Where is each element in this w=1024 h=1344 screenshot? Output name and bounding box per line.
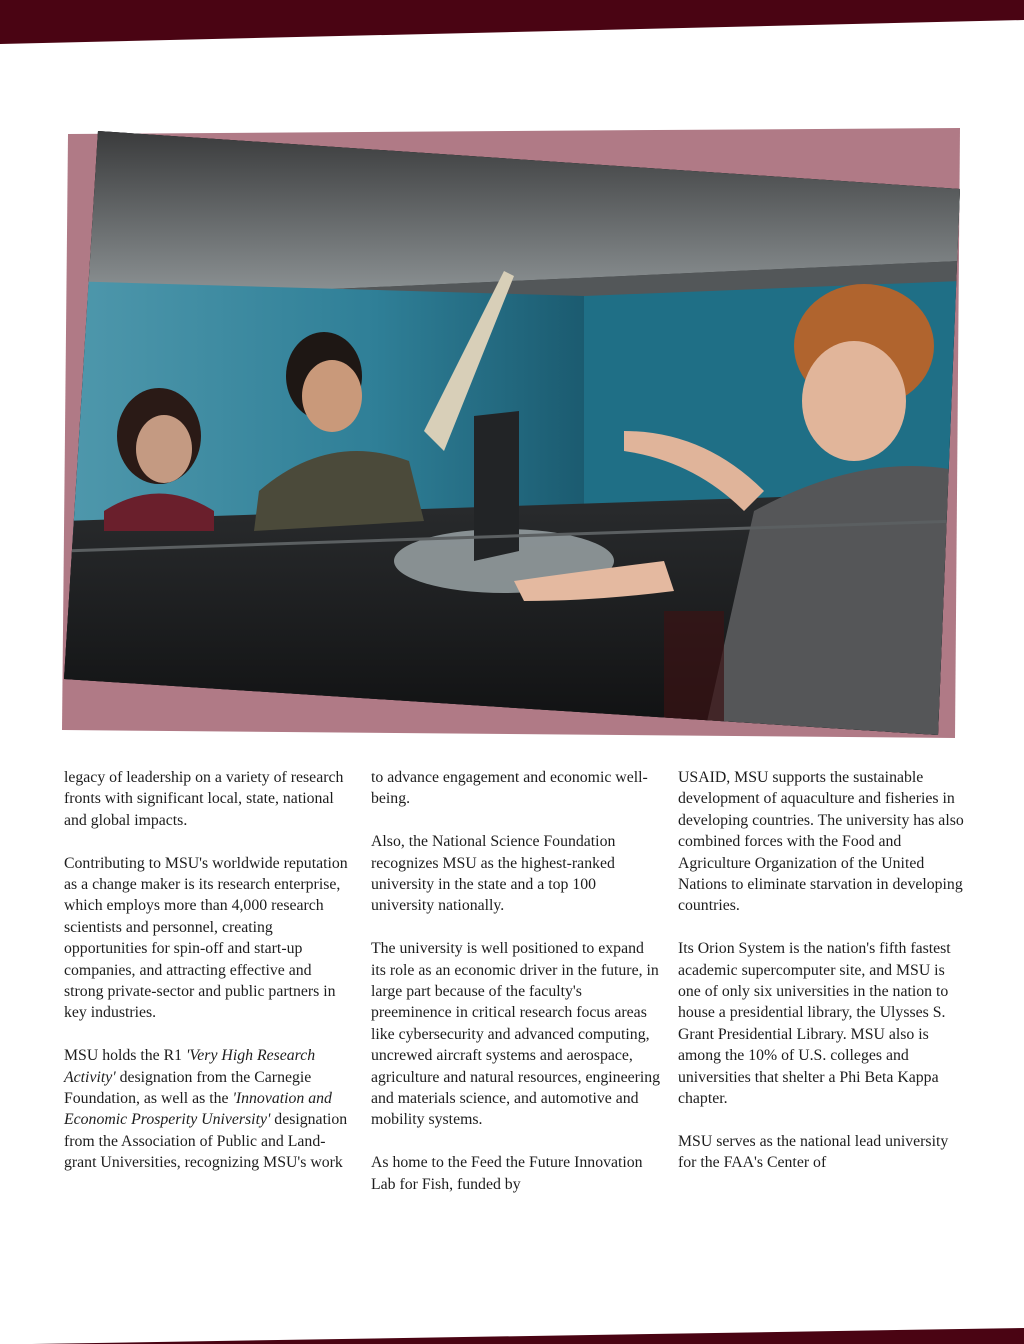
- paragraph: [64, 1045, 354, 1173]
- paragraph: legacy of leadership on a variety of research fronts with significant local, state, national and global impacts.: [64, 769, 344, 829]
- paragraph: As home to the Feed the Future Innovation Lab for Fish, funded by: [371, 1154, 643, 1193]
- paragraph: The university is well positioned to expand its role as an economic driver in the future, in large part because of the faculty's preeminence in critical research focus areas like cybersecurity and advanced computing, uncrewed aircraft systems and aerospace, agriculture and natural resources, engineering and materials science, and automotive and mobility systems.: [371, 940, 661, 1129]
- italic-designation: 'Innovation and Economic Prosperity University': [64, 1090, 332, 1129]
- paragraph-text: designation from the Carnegie Foundation, as well as the: [64, 1068, 312, 1108]
- text-column-3: [678, 767, 968, 1195]
- paragraph: MSU serves as the national lead university for the FAA's Center of: [678, 1132, 949, 1172]
- paragraph: USAID, MSU supports the sustainable development of aquaculture and fisheries in developing countries. The university has also combined forces with the Food and Agriculture Organization of the United Nations to eliminate starvation in developing countries.: [678, 769, 964, 915]
- paragraph: Contributing to MSU's worldwide reputation as a change maker is its research enterprise, which employs more than 4,000 research scientists and personnel, creating opportunities for spin-off and start-up companies, and attracting effective and strong private-sector and public partners in key industries.: [64, 854, 348, 1022]
- wind-tunnel-photo: [64, 131, 960, 735]
- text-column-2: [371, 767, 661, 1216]
- paragraph: Also, the National Science Foundation recognizes MSU as the highest-ranked university in the state and a top 100 university nationally.: [371, 833, 616, 915]
- paragraph: Its Orion System is the nation's fifth fastest academic supercomputer site, and MSU is one of only six universities in the nation to house a presidential library, the Ulysses S. Grant Presidential Library. MSU also is among the 10% of U.S. colleges and universities that shelter a Phi Beta Kappa chapter.: [678, 940, 951, 1108]
- paragraph-text: MSU holds the R1: [64, 1047, 187, 1065]
- paragraph-text: designation from the Association of Public and Land-grant Universities, recognizing MSU's work: [64, 1111, 348, 1172]
- paragraph: to advance engagement and economic well-being.: [371, 769, 648, 808]
- text-column-1: [64, 767, 354, 1195]
- italic-designation: 'Very High Research Activity': [64, 1047, 316, 1086]
